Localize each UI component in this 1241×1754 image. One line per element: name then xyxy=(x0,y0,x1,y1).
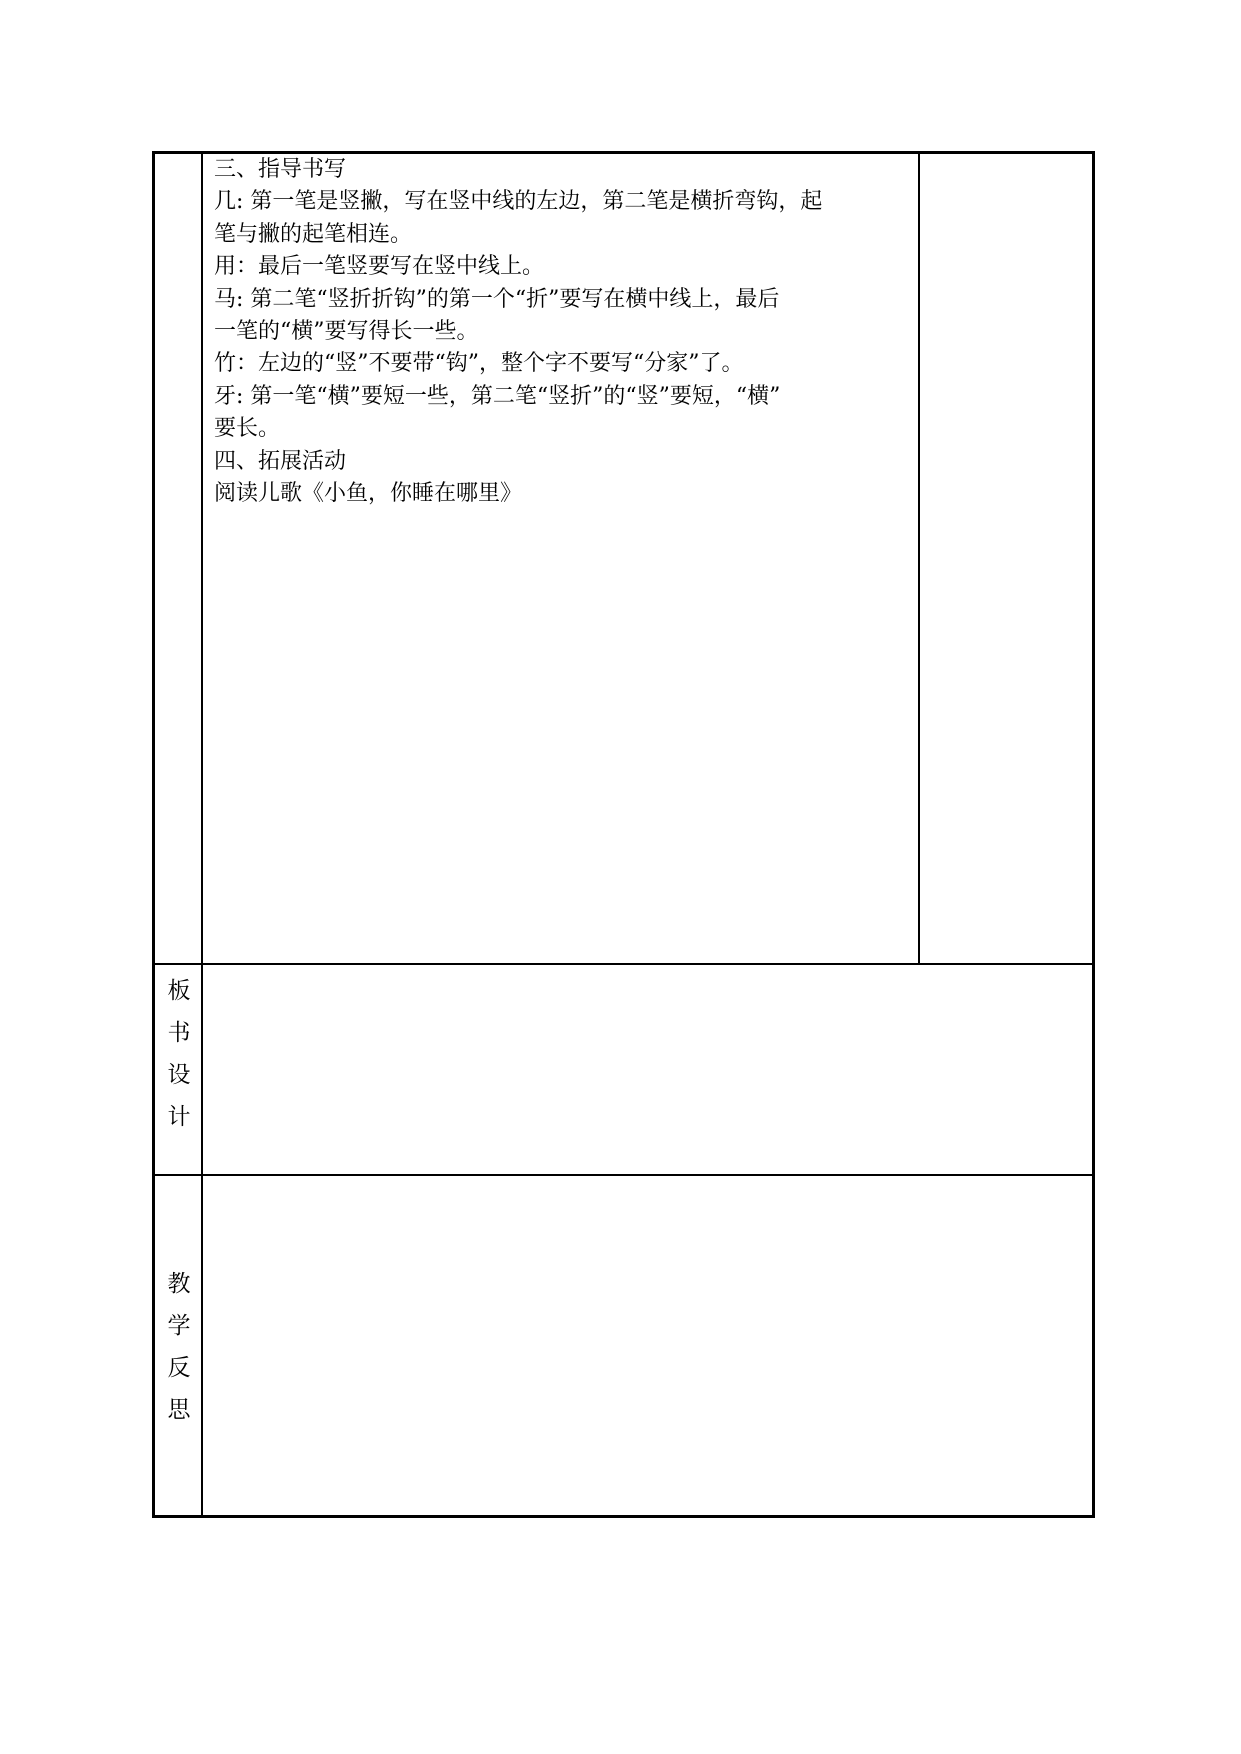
lesson-line: 马: 第二笔“竖折折钩”的第一个“折”要写在横中线上，最后 xyxy=(214,286,780,312)
lesson-line: 阅读儿歌《小鱼，你睡在哪里》 xyxy=(214,481,523,507)
label-char: 计 xyxy=(167,1104,191,1130)
lesson-line: 几: 第一笔是竖撇，写在竖中线的左边，第二笔是横折弯钩，起 xyxy=(214,189,823,215)
lesson-line: 用：最后一笔竖要写在竖中线上。 xyxy=(214,254,545,280)
board-design-cell[interactable] xyxy=(203,965,1092,1174)
lesson-content xyxy=(214,154,914,510)
label-char: 板 xyxy=(167,978,191,1004)
lesson-line: 竹：左边的“竖”不要带“钩”，整个字不要写“分家”了。 xyxy=(214,351,744,377)
lesson-line: 要长。 xyxy=(214,416,281,442)
label-char: 设 xyxy=(167,1062,191,1088)
board-design-label xyxy=(155,970,203,1138)
lesson-line: 笔与撇的起笔相连。 xyxy=(214,221,413,247)
label-char: 思 xyxy=(167,1397,191,1423)
label-char: 书 xyxy=(167,1020,191,1046)
lesson-line: 三、指导书写 xyxy=(214,157,347,182)
label-char: 学 xyxy=(167,1313,191,1339)
teaching-reflection-label xyxy=(155,1263,203,1431)
lesson-line: 一笔的“横”要写得长一些。 xyxy=(214,319,479,345)
teaching-reflection-cell[interactable] xyxy=(203,1176,1092,1515)
label-char: 教 xyxy=(167,1271,191,1297)
lesson-line: 四、拓展活动 xyxy=(214,448,347,474)
notes-column-divider xyxy=(918,151,920,963)
label-char: 反 xyxy=(167,1355,191,1381)
lesson-line: 牙: 第一笔“横”要短一些，第二笔“竖折”的“竖”要短，“横” xyxy=(214,383,781,409)
